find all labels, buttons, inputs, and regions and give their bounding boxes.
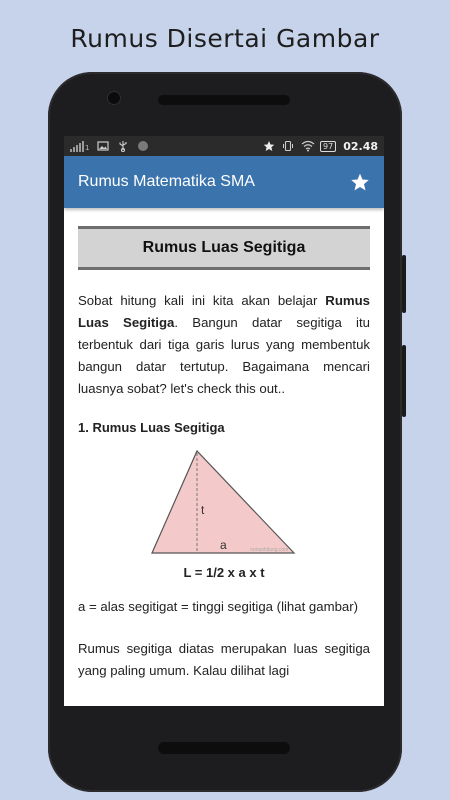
sync-icon [137, 140, 149, 152]
intro-bold-text: Rumus Luas Segitiga [78, 293, 370, 330]
article-content[interactable] [64, 208, 384, 682]
area-formula: L = 1/2 x a x t [183, 565, 265, 580]
article-heading: Rumus Luas Segitiga [78, 226, 370, 270]
triangle-figure [78, 441, 370, 559]
figure-watermark: rumushitung.com [250, 547, 289, 553]
intro-paragraph [78, 290, 370, 400]
image-icon [97, 140, 109, 152]
power-button [402, 255, 406, 313]
volume-button [402, 345, 406, 417]
height-label: t [201, 503, 205, 517]
front-camera [108, 92, 120, 104]
definition-paragraph: a = alas segitigat = tinggi segitiga (lihat gambar) [78, 599, 359, 614]
intro-text-continued: . Bangun datar segitiga itu terbentuk dari tiga garis lurus yang membentuk bangun datar tertutup. Bagaimana mencari luasnya sobat? let's check this out.. [78, 315, 370, 396]
app-title: Rumus Matematika SMA [78, 173, 255, 190]
earpiece-speaker [158, 95, 290, 105]
favorite-button[interactable] [350, 172, 370, 192]
promo-title: Rumus Disertai Gambar [70, 24, 380, 53]
signal-icon [70, 141, 89, 152]
star-icon [350, 172, 370, 192]
status-bar [64, 136, 384, 156]
usb-icon [117, 140, 129, 152]
intro-text: Sobat hitung kali ini kita akan belajar [78, 293, 326, 308]
continuation-paragraph: Rumus segitiga diatas merupakan luas segitiga yang paling umum. Kalau dilihat lagi [78, 641, 370, 678]
app-bar [64, 156, 384, 208]
bottom-speaker [158, 742, 290, 754]
triangle-diagram [78, 441, 370, 559]
wifi-icon [301, 140, 313, 152]
star-icon [263, 140, 275, 152]
section-title: 1. Rumus Luas Segitiga [78, 420, 225, 435]
base-label: a [220, 538, 227, 552]
status-time: 02.48 [343, 139, 378, 153]
sim-label: 1 [85, 143, 90, 152]
battery-icon: 97 [320, 141, 336, 152]
vibrate-icon [282, 140, 294, 152]
phone-screen [64, 136, 384, 706]
